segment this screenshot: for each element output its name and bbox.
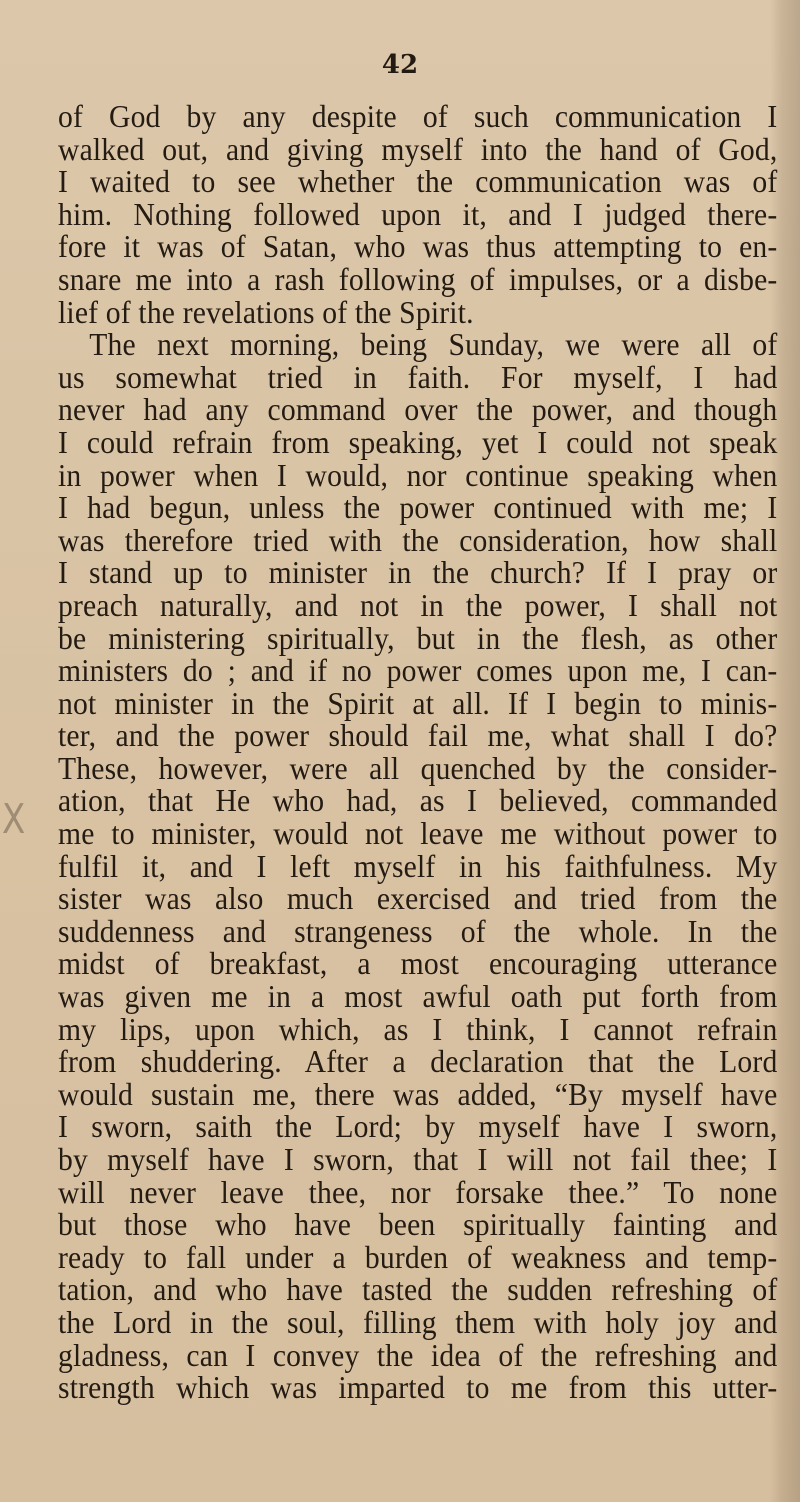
- body-text: [58, 100, 778, 1404]
- text-line: strength which was imparted to me from this utter-: [58, 1369, 778, 1406]
- text-line: my lips, upon which, as I think, I cannot refrain: [58, 1010, 778, 1047]
- text-line: us somewhat tried in faith. For myself, I had: [58, 358, 778, 395]
- margin-pencil-mark: X: [2, 796, 26, 844]
- text-line: midst of breakfast, a most encouraging utterance: [58, 945, 778, 982]
- text-line: ter, and the power should fail me, what shall I do?: [58, 717, 778, 754]
- text-line: will never leave thee, nor forsake thee.” To none: [58, 1173, 778, 1210]
- text-line: I stand up to minister in the church? If I pray or: [58, 554, 778, 591]
- text-line: fore it was of Satan, who was thus attempting to en-: [58, 228, 778, 265]
- text-line: preach naturally, and not in the power, I shall not: [58, 586, 778, 623]
- text-line: by myself have I sworn, that I will not fail thee; I: [58, 1141, 778, 1177]
- text-line: was therefore tried with the consideration, how shall: [58, 521, 778, 558]
- text-line: of God by any despite of such communication I: [58, 98, 778, 134]
- text-line: I sworn, saith the Lord; by myself have I sworn,: [58, 1108, 778, 1145]
- text-line: gladness, can I convey the idea of the refreshing and: [58, 1336, 778, 1373]
- text-line: the Lord in the soul, filling them with holy joy and: [58, 1303, 778, 1340]
- text-line: me to minister, would not leave me without power to: [58, 815, 778, 852]
- text-line: I could refrain from speaking, yet I could not speak: [58, 423, 778, 460]
- text-line: would sustain me, there was added, “By myself have: [58, 1075, 778, 1112]
- text-line: walked out, and giving myself into the hand of God,: [58, 130, 778, 167]
- text-line-paragraph-start: The next morning, being Sunday, we were all of: [89, 326, 778, 363]
- text-line: him. Nothing followed upon it, and I judged there-: [58, 195, 778, 232]
- text-line: I waited to see whether the communication was of: [58, 163, 778, 200]
- text-line: never had any command over the power, and though: [58, 391, 778, 428]
- text-line: I had begun, unless the power continued with me; I: [58, 489, 778, 526]
- text-line: from shuddering. After a declaration that the Lord: [58, 1043, 778, 1080]
- text-line: fulfil it, and I left myself in his faithfulness. My: [58, 847, 778, 884]
- text-line: was given me in a most awful oath put forth from: [58, 978, 778, 1015]
- text-line: not minister in the Spirit at all. If I begin to minis-: [58, 684, 778, 721]
- text-line: in power when I would, nor continue speaking when: [58, 456, 778, 493]
- text-line: but those who have been spiritually fainting and: [58, 1206, 778, 1243]
- text-line: sister was also much exercised and tried from the: [58, 880, 778, 917]
- text-line: snare me into a rash following of impulses, or a disbe-: [58, 260, 778, 297]
- text-line: ation, that He who had, as I believed, commanded: [58, 782, 778, 819]
- text-line-paragraph-end: lief of the revelations of the Spirit.: [58, 293, 474, 330]
- text-line: ready to fall under a burden of weakness and temp-: [58, 1238, 778, 1275]
- text-line: tation, and who have tasted the sudden refreshing of: [58, 1271, 778, 1308]
- text-line: suddenness and strangeness of the whole. In the: [58, 912, 778, 949]
- page-number: 42: [381, 50, 419, 80]
- text-line: These, however, were all quenched by the consider-: [58, 749, 778, 786]
- text-line: be ministering spiritually, but in the flesh, as other: [58, 619, 778, 656]
- text-line: ministers do ; and if no power comes upon me, I can-: [58, 652, 778, 689]
